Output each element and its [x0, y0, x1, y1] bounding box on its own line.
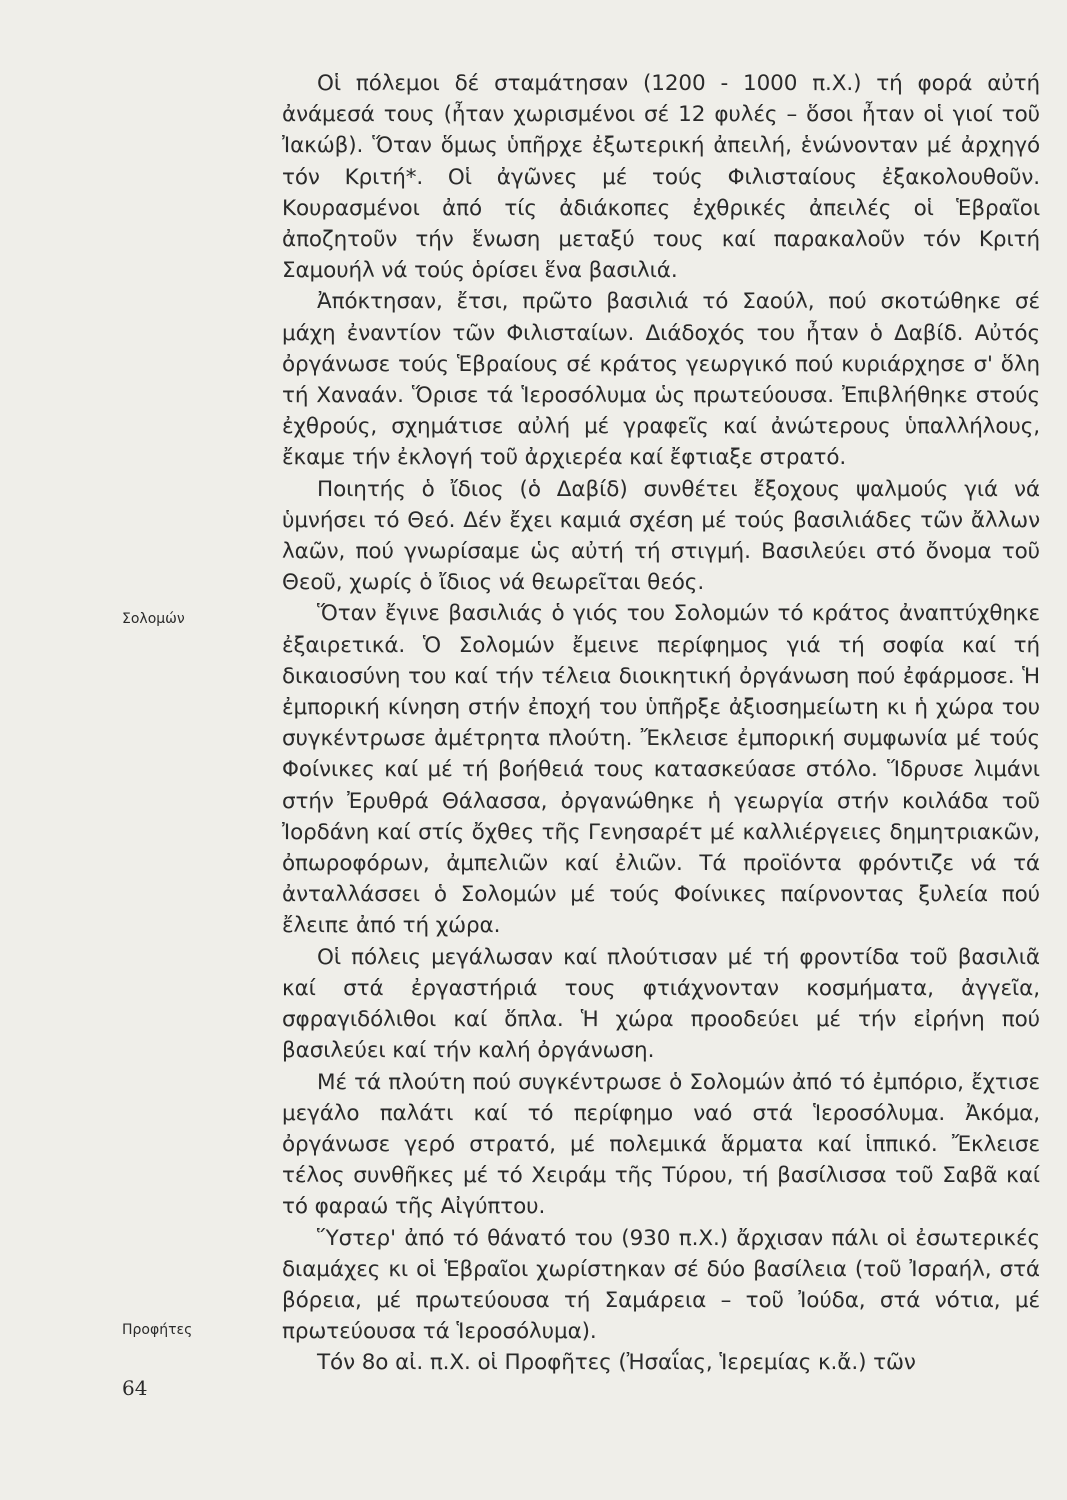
body-text	[282, 68, 1040, 1379]
paragraph-wealth: Μέ τά πλούτη πού συγκέντρωσε ὁ Σολομών ἀπό τό ἐμπόριο, ἔχτισε μεγάλο παλάτι καί τό περίφημο ναό στά Ἱεροσόλυμα. Ἀκόμα, ὀργάνωσε γερό στρατό, μέ πολεμικά ἅρματα καί ἱππικό. Ἔκλεισε τέλος συνθῆκες μέ τό Χειράμ τῆς Τύρου, τή βασίλισσα τοῦ Σαβᾶ καί τό φαραώ τῆς Αἰγύπτου.	[282, 1069, 1040, 1220]
paragraph-david-poet: Ποιητής ὁ ἴδιος (ὁ Δαβίδ) συνθέτει ἔξοχους ψαλμούς γιά νά ὑμνήσει τό Θεό. Δέν ἔχει καμιά σχέση μέ τούς βασιλιάδες τῶν ἄλλων λαῶν, πού γνωρίσαμε ὡς αὐτή τή στιγμή. Βασιλεύει στό ὄνομα τοῦ Θεοῦ, χωρίς ὁ ἴδιος νά θεωρεῖται θεός.	[282, 476, 1040, 596]
paragraph-cities: Οἱ πόλεις μεγάλωσαν καί πλούτισαν μέ τή φροντίδα τοῦ βασιλιᾶ καί στά ἐργαστήριά τους φτιάχνονταν κοσμήματα, ἀγγεῖα, σφραγιδόλιθοι καί ὅπλα. Ἡ χώρα προοδεύει μέ τήν εἰρήνη πού βασιλεύει καί τήν καλή ὀργάνωση.	[282, 944, 1040, 1064]
margin-note-prophets: Προφήτες	[122, 1322, 193, 1338]
paragraph-solomon: Ὅταν ἔγινε βασιλιάς ὁ γιός του Σολομών τό κράτος ἀναπτύχθηκε ἐξαιρετικά. Ὁ Σολομών ἔμεινε περίφημος γιά τή σοφία καί τή δικαιοσύνη του καί τήν τέλεια διοικητική ὀργάνωση πού ἐφάρμοσε. Ἡ ἐμπορική κίνηση στήν ἐποχή του ὑπῆρξε ἀξιοσημείωτη κι ἡ χώρα του συγκέντρωσε ἀμέτρητα πλούτη. Ἔκλεισε ἐμπορική συμφωνία μέ τούς Φοίνικες καί μέ τή βοήθειά τους κατασκεύασε στόλο. Ἵδρυσε λιμάνι στήν Ἐρυθρά Θάλασσα, ὀργανώθηκε ἡ γεωργία στήν κοιλάδα τοῦ Ἰορδάνη καί στίς ὄχθες τῆς Γενησαρέτ μέ καλλιέργειες δημητριακῶν, ὀπωροφόρων, ἀμπελιῶν καί ἐλιῶν. Τά προϊόντα φρόντιζε νά τά ἀνταλλάσσει ὁ Σολομών μέ τούς Φοίνικες παίρνοντας ξυλεία πού ἔλειπε ἀπό τή χώρα.	[282, 601, 1040, 939]
paragraph-judges: Οἱ πόλεμοι δέ σταμάτησαν (1200 - 1000 π.Χ.) τή φορά αὐτή ἀνάμεσά τους (ἦταν χωρισμένοι σέ 12 φυλές – ὅσοι ἦταν οἱ γιοί τοῦ Ἰακώβ). Ὅταν ὅμως ὑπῆρχε ἐξωτερική ἀπειλή, ἑνώνονταν μέ ἀρχηγό τόν Κριτή*. Οἱ ἀγῶνες μέ τούς Φιλισταίους ἐξακολουθοῦν. Κουρασμένοι ἀπό τίς ἀδιάκοπες ἐχθρικές ἀπειλές οἱ Ἑβραῖοι ἀποζητοῦν τήν ἕνωση μεταξύ τους καί παρακαλοῦν τόν Κριτή Σαμουήλ νά τούς ὁρίσει ἕνα βασιλιά.	[282, 71, 1040, 284]
paragraph-division: Ὕστερ' ἀπό τό θάνατό του (930 π.Χ.) ἄρχισαν πάλι οἱ ἐσωτερικές διαμάχες κι οἱ Ἑβραῖοι χωρίστηκαν σέ δύο βασίλεια (τοῦ Ἰσραήλ, στά βόρεια, μέ πρωτεύουσα τή Σαμάρεια – τοῦ Ἰούδα, στά νότια, μέ πρωτεύουσα τά Ἱεροσόλυμα).	[282, 1225, 1040, 1345]
paragraph-prophets: Τόν 8ο αἰ. π.Χ. οἱ Προφῆτες (Ἠσαΐας, Ἱερεμίας κ.ἄ.) τῶν	[317, 1350, 916, 1376]
page-number: 64	[122, 1376, 148, 1400]
margin-note-solomon: Σολομών	[122, 611, 185, 627]
paragraph-saul-david: Ἀπόκτησαν, ἔτσι, πρῶτο βασιλιά τό Σαούλ, πού σκοτώθηκε σέ μάχη ἐναντίον τῶν Φιλισταίων. Διάδοχός του ἦταν ὁ Δαβίδ. Αὐτός ὀργάνωσε τούς Ἑβραίους σέ κράτος γεωργικό πού κυριάρχησε σ' ὅλη τή Χαναάν. Ὅρισε τά Ἱεροσόλυμα ὡς πρωτεύουσα. Ἐπιβλήθηκε στούς ἐχθρούς, σχημάτισε αὐλή μέ γραφεῖς καί ἀνώτερους ὑπαλλήλους, ἔκαμε τήν ἐκλογή τοῦ ἀρχιερέα καί ἔφτιαξε στρατό.	[282, 289, 1040, 471]
